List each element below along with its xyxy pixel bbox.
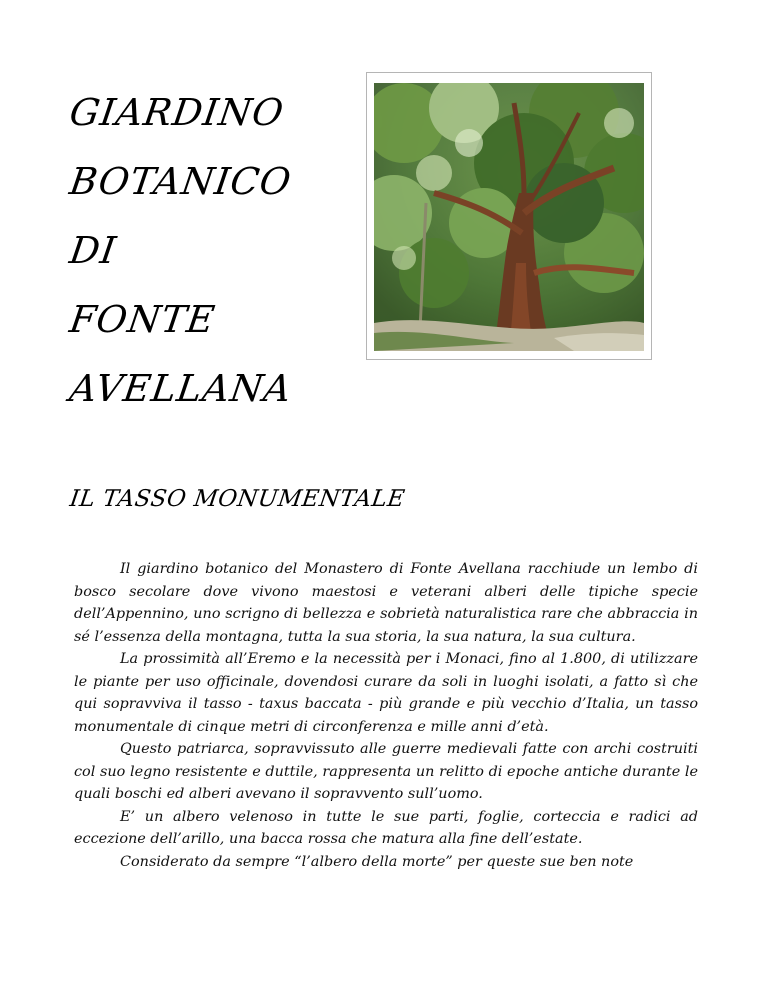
section-heading: IL TASSO MONUMENTALE [68,486,407,512]
title-line-4: FONTE [66,298,219,341]
paragraph-3: Questo patriarca, sopravvissuto alle guerre medievali fatte con archi costruiti col suo legno resistente e duttile, rappresenta un relitto di epoche antiche durante le quali boschi ed alberi avevano il sopravvento sull’uomo. [74,741,698,802]
title-line-5: AVELLANA [66,367,295,410]
title-line-1: GIARDINO [66,91,287,134]
photo-frame [366,72,652,360]
paragraph-5: Considerato da sempre “l’albero della morte” per queste sue ben note [120,853,634,870]
paragraph-1: Il giardino botanico del Monastero di Fonte Avellana racchiude un lembo di bosco secolare dove vivono maestosi e veterani alberi delle tipiche specie dell’Appennino, uno scrigno di bellezza e sobrietà naturalistica rare che abbraccia in sé l’essenza della montagna, tutta la sua storia, la sua natura, la sua cultura. [74,561,698,645]
paragraph-4: E’ un albero velenoso in tutte le sue parti, foglie, corteccia e radici ad eccezione dell’arillo, una bacca rossa che matura alla fine dell’estate. [74,808,698,847]
title-line-2: BOTANICO [66,160,295,203]
tree-photo [374,83,644,351]
title-line-3: DI [66,229,120,272]
document-title [66,78,370,423]
body-text [74,558,698,873]
paragraph-2: La prossimità all’Eremo e la necessità per i Monaci, fino al 1.800, di utilizzare le piante per uso officinale, dovendosi curare da soli in luoghi isolati, a fatto sì che qui sopravviva il tasso - taxus baccata - più grande e più vecchio d’Italia, un tasso monumentale di cinque metri di circonferenza e mille anni d’età. [74,651,698,735]
